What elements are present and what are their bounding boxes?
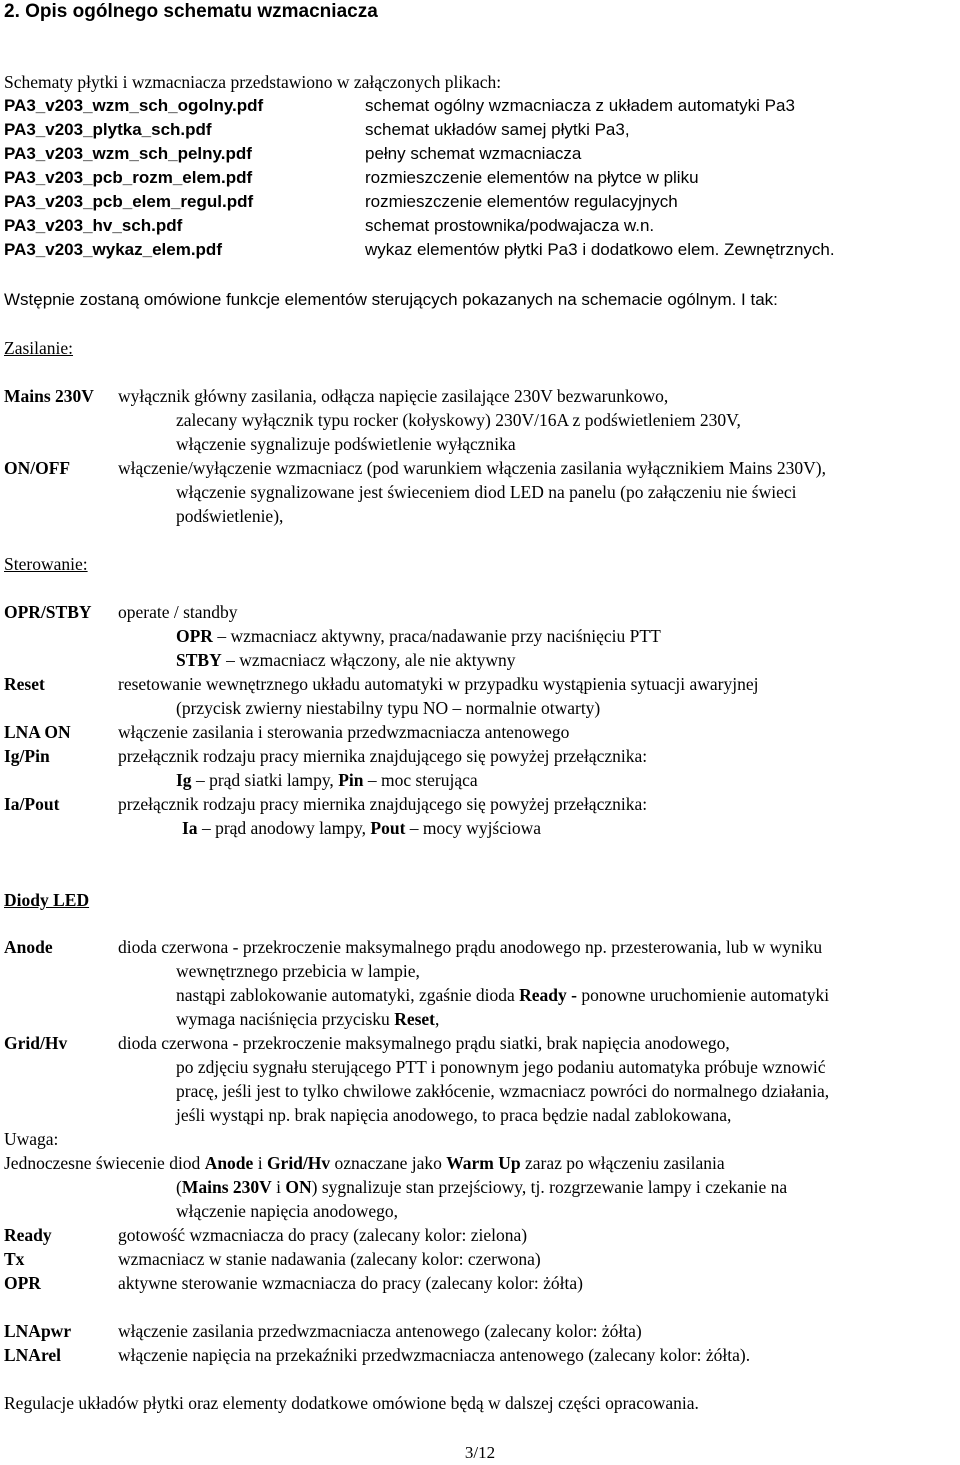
lna-term: LNA ON bbox=[4, 722, 71, 742]
mains-term: Mains 230V bbox=[4, 386, 94, 406]
warmup-ref: Warm Up bbox=[446, 1153, 521, 1173]
pout-text: – mocy wyjściowa bbox=[405, 818, 542, 838]
joint-note bbox=[4, 1151, 725, 1175]
file-desc: rozmieszczenie elementów na płytce w pliku bbox=[365, 168, 699, 187]
opr-label: OPR bbox=[176, 626, 213, 646]
ig-label: Ig bbox=[176, 770, 192, 790]
ready-term: Ready bbox=[4, 1225, 52, 1245]
iapout-detail bbox=[182, 816, 541, 840]
ia-text: – prąd anodowy lampy, bbox=[197, 818, 371, 838]
opr-mode-line bbox=[176, 624, 661, 648]
grid-desc: dioda czerwona - przekroczenie maksymalnego prądu siatki, brak napięcia anodowego, bbox=[118, 1033, 730, 1053]
uwaga-label: Uwaga: bbox=[4, 1129, 59, 1149]
sterowanie-heading: Sterowanie: bbox=[4, 554, 88, 574]
lnapwr-term: LNApwr bbox=[4, 1321, 72, 1341]
onoff-desc: podświetlenie), bbox=[176, 506, 284, 526]
lnarel-term: LNArel bbox=[4, 1345, 62, 1365]
iapout-desc: przełącznik rodzaju pracy miernika znajdującego się powyżej przełącznika: bbox=[118, 794, 648, 814]
joint-note bbox=[176, 1175, 787, 1199]
diody-heading: Diody LED bbox=[4, 890, 90, 910]
mains-ref: Mains 230V bbox=[181, 1177, 272, 1197]
oprstby-term: OPR/STBY bbox=[4, 602, 92, 622]
reset-desc: resetowanie wewnętrznego układu automatyki w przypadku wystąpienia sytuacji awaryjnej bbox=[118, 674, 759, 694]
grid-term: Grid/Hv bbox=[4, 1033, 68, 1053]
joint-text: ( bbox=[176, 1177, 182, 1197]
file-name: PA3_v203_hv_sch.pdf bbox=[4, 216, 183, 235]
file-name: PA3_v203_wzm_sch_pelny.pdf bbox=[4, 144, 252, 163]
anode-text: , bbox=[435, 1009, 440, 1029]
anode-desc: dioda czerwona - przekroczenie maksymalnego prądu anodowego np. przesterowania, lub w wyniku bbox=[118, 937, 823, 957]
tx-term: Tx bbox=[4, 1249, 25, 1269]
joint-text: i bbox=[253, 1153, 267, 1173]
zasilanie-heading: Zasilanie: bbox=[4, 338, 74, 358]
lnapwr-desc: włączenie zasilania przedwzmacniacza antenowego (zalecany kolor: żółta) bbox=[118, 1321, 642, 1341]
pout-label: Pout bbox=[370, 818, 406, 838]
on-ref: ON bbox=[285, 1177, 312, 1197]
anode-ref: Anode bbox=[204, 1153, 254, 1173]
stby-mode-line bbox=[176, 648, 516, 672]
joint-text: zaraz po włączeniu zasilania bbox=[520, 1153, 725, 1173]
ready-desc: gotowość wzmacniacza do pracy (zalecany kolor: zielona) bbox=[118, 1225, 528, 1245]
mains-desc: zalecany wyłącznik typu rocker (kołyskowy) 230V/16A z podświetleniem 230V, bbox=[176, 410, 741, 430]
grid-ref: Grid/Hv bbox=[266, 1153, 331, 1173]
joint-text: ) sygnalizuje stan przejściowy, tj. rozgrzewanie lampy i czekanie na bbox=[311, 1177, 788, 1197]
stby-label: STBY bbox=[176, 650, 222, 670]
grid-desc: po zdjęciu sygnału sterującego PTT i ponownym jego podaniu automatyka próbuje wznowić bbox=[176, 1057, 826, 1077]
igpin-term: Ig/Pin bbox=[4, 746, 50, 766]
page-number: 3/12 bbox=[464, 1443, 496, 1462]
mains-desc: włączenie sygnalizuje podświetlenie wyłącznika bbox=[176, 434, 516, 454]
section-title: 2. Opis ogólnego schematu wzmacniacza bbox=[4, 1, 378, 22]
file-desc: schemat prostownika/podwajacza w.n. bbox=[365, 216, 655, 235]
opr-text: – wzmacniacz aktywny, praca/nadawanie przy naciśnięciu PTT bbox=[212, 626, 661, 646]
igpin-desc: przełącznik rodzaju pracy miernika znajdującego się powyżej przełącznika: bbox=[118, 746, 648, 766]
ia-label: Ia bbox=[182, 818, 198, 838]
file-desc: wykaz elementów płytki Pa3 i dodatkowo elem. Zewnętrznych. bbox=[365, 240, 835, 259]
lnarel-desc: włączenie napięcia na przekaźniki przedwzmacniacza antenowego (zalecany kolor: żółta). bbox=[118, 1345, 751, 1365]
ig-text: – prąd siatki lampy, bbox=[191, 770, 339, 790]
lna-desc: włączenie zasilania i sterowania przedwzmacniacza antenowego bbox=[118, 722, 570, 742]
pin-label: Pin bbox=[338, 770, 364, 790]
anode-term: Anode bbox=[4, 937, 53, 957]
joint-text: Jednoczesne świecenie diod bbox=[4, 1153, 205, 1173]
reset-desc: (przycisk zwierny niestabilny typu NO – normalnie otwarty) bbox=[176, 698, 601, 718]
anode-desc bbox=[176, 1007, 439, 1031]
onoff-term: ON/OFF bbox=[4, 458, 71, 478]
grid-desc: jeśli wystąpi np. brak napięcia anodowego, to praca będzie nadal zablokowana, bbox=[176, 1105, 732, 1125]
file-name: PA3_v203_plytka_sch.pdf bbox=[4, 120, 212, 139]
file-name: PA3_v203_wzm_sch_ogolny.pdf bbox=[4, 96, 264, 115]
stby-text: – wzmacniacz włączony, ale nie aktywny bbox=[221, 650, 516, 670]
file-desc: schemat układów samej płytki Pa3, bbox=[365, 120, 630, 139]
iapout-term: Ia/Pout bbox=[4, 794, 60, 814]
intro-text: Schematy płytki i wzmacniacza przedstawiono w załączonych plikach: bbox=[4, 72, 502, 92]
ready-ref: Ready - bbox=[519, 985, 577, 1005]
grid-desc: pracę, jeśli jest to tylko chwilowe zakłócenie, wzmacniacz powróci do normalnego działania, bbox=[176, 1081, 830, 1101]
mains-desc: wyłącznik główny zasilania, odłącza napięcie zasilające 230V bezwarunkowo, bbox=[118, 386, 669, 406]
opr-led-term: OPR bbox=[4, 1273, 41, 1293]
file-name: PA3_v203_wykaz_elem.pdf bbox=[4, 240, 222, 259]
preface-text: Wstępnie zostaną omówione funkcje elementów sterujących pokazanych na schemacie ogólnym. I tak: bbox=[4, 290, 778, 309]
opr-led-desc: aktywne sterowanie wzmacniacza do pracy (zalecany kolor: żółta) bbox=[118, 1273, 583, 1293]
reset-ref: Reset bbox=[394, 1009, 435, 1029]
joint-text: i bbox=[271, 1177, 286, 1197]
file-name: PA3_v203_pcb_elem_regul.pdf bbox=[4, 192, 254, 211]
onoff-desc: włączenie sygnalizowane jest świeceniem diod LED na panelu (po załączeniu nie świeci bbox=[176, 482, 797, 502]
anode-text: ponowne uruchomienie automatyki bbox=[576, 985, 830, 1005]
joint-note: włączenie napięcia anodowego, bbox=[176, 1201, 399, 1221]
joint-text: oznaczane jako bbox=[330, 1153, 447, 1173]
closing-text: Regulacje układów płytki oraz elementy dodatkowe omówione będą w dalszej części opracowania. bbox=[4, 1393, 699, 1413]
file-desc: schemat ogólny wzmacniacza z układem automatyki Pa3 bbox=[365, 96, 795, 115]
oprstby-desc: operate / standby bbox=[118, 602, 238, 622]
file-desc: rozmieszczenie elementów regulacyjnych bbox=[365, 192, 678, 211]
file-name: PA3_v203_pcb_rozm_elem.pdf bbox=[4, 168, 253, 187]
file-desc: pełny schemat wzmacniacza bbox=[365, 144, 582, 163]
anode-text: wymaga naciśnięcia przycisku bbox=[176, 1009, 395, 1029]
pin-text: – moc sterująca bbox=[363, 770, 478, 790]
anode-text: nastąpi zablokowanie automatyki, zgaśnie dioda bbox=[176, 985, 520, 1005]
anode-desc: wewnętrznego przebicia w lampie, bbox=[176, 961, 420, 981]
onoff-desc: włączenie/wyłączenie wzmacniacz (pod warunkiem włączenia zasilania wyłącznikiem Mains 230V), bbox=[118, 458, 826, 478]
tx-desc: wzmacniacz w stanie nadawania (zalecany kolor: czerwona) bbox=[118, 1249, 541, 1269]
igpin-detail bbox=[176, 768, 478, 792]
reset-term: Reset bbox=[4, 674, 45, 694]
anode-desc bbox=[176, 983, 829, 1007]
